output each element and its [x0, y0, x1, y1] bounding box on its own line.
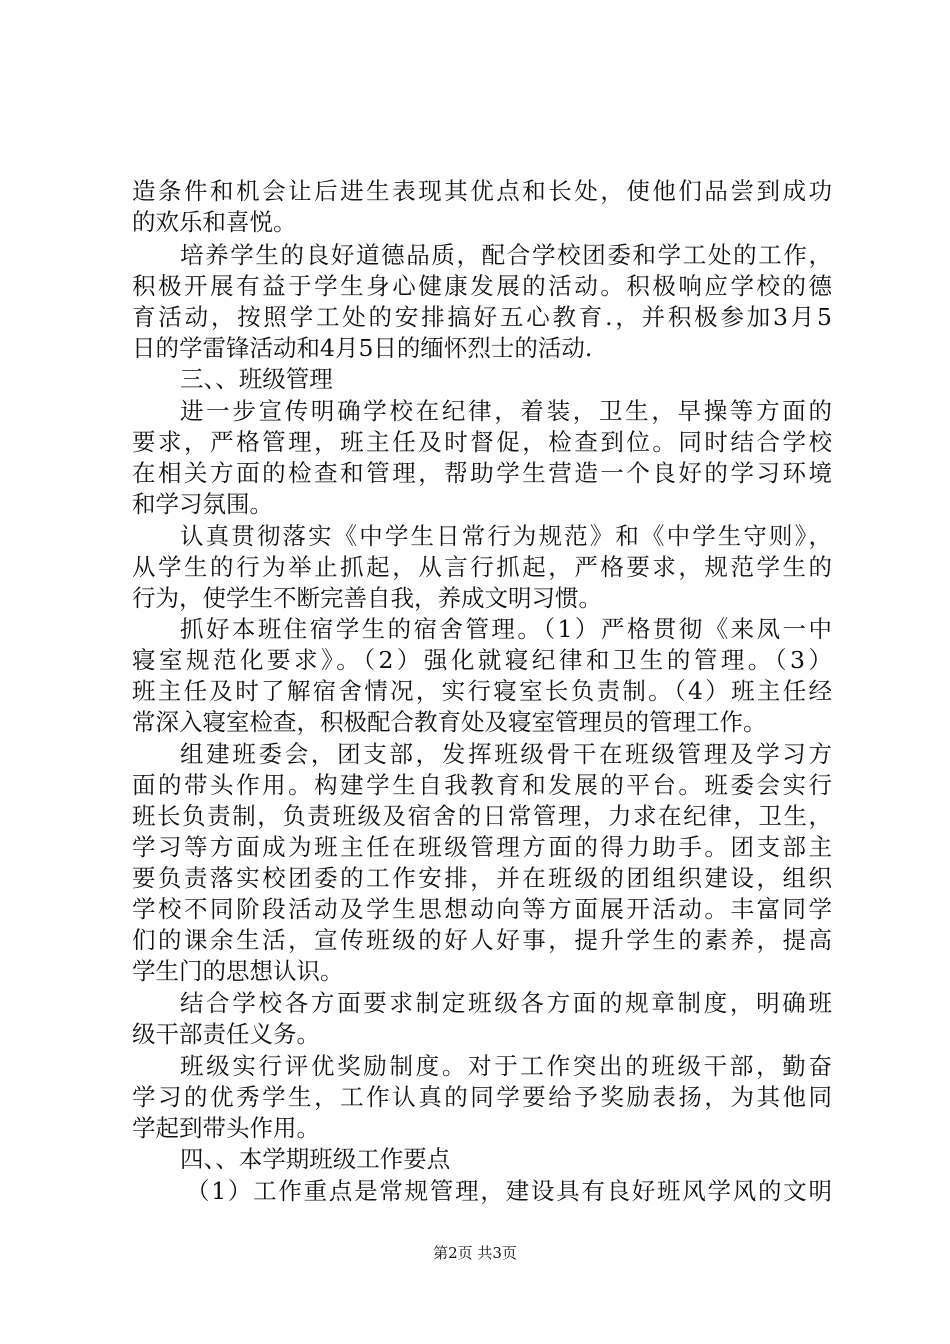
text-line: 学习等方面成为班主任在班级管理方面的得力助手。团支部主 [132, 833, 832, 861]
section-heading: 四、、本学期班级工作要点 [180, 1145, 451, 1173]
text-line: 学起到带头作用。 [132, 1114, 320, 1142]
text-line: 们的课余生活，宣传班级的好人好事，提升学生的素养，提高 [132, 926, 832, 954]
text-line: 的欢乐和喜悦。 [132, 208, 297, 236]
text-line: 面的带头作用。构建学生自我教育和发展的平台。班委会实行 [132, 771, 832, 799]
text-line: 在相关方面的检查和管理，帮助学生营造一个良好的学习环境 [132, 459, 832, 487]
text-line: 培养学生的良好道德品质，配合学校团委和学工处的工作， [180, 241, 832, 269]
text-line: 班级实行评优奖励制度。对于工作突出的班级干部，勤奋 [180, 1052, 832, 1080]
text-line: 学习的优秀学生，工作认真的同学要给予奖励表扬，为其他同 [132, 1083, 832, 1111]
text-line: 常深入寝室检查，积极配合教育处及寝室管理员的管理工作。 [132, 708, 767, 736]
text-line: 级干部责任义务。 [132, 1020, 320, 1048]
text-line: 组建班委会，团支部，发挥班级骨干在班级管理及学习方 [180, 740, 832, 768]
page-footer: 第2页 共3页 [433, 1244, 517, 1262]
text-line: 抓好本班住宿学生的宿舍管理。（1）严格贯彻《来凤一中 [180, 615, 832, 643]
text-line: 行为，使学生不断完善自我，养成文明习惯。 [132, 584, 602, 612]
text-line: 要求，严格管理，班主任及时督促，检查到位。同时结合学校 [132, 428, 832, 456]
text-line: 从学生的行为举止抓起，从言行抓起，严格要求，规范学生的 [132, 553, 832, 581]
text-line: 学生门的思想认识。 [132, 957, 344, 985]
text-line: 班长负责制，负责班级及宿舍的日常管理，力求在纪律，卫生， [132, 802, 832, 830]
text-line: 认真贯彻落实《中学生日常行为规范》和《中学生守则》， [180, 522, 832, 550]
text-line: 日的学雷锋活动和4月5日的缅怀烈士的活动. [132, 334, 593, 362]
text-line: 班主任及时了解宿舍情况，实行寝室长负责制。（4）班主任经 [132, 677, 832, 705]
text-line: 要负责落实校团委的工作安排，并在班级的团组织建设，组织 [132, 864, 832, 892]
text-line: （1）工作重点是常规管理，建设具有良好班风学风的文明 [186, 1177, 832, 1205]
text-line: 育活动，按照学工处的安排搞好五心教育.，并积极参加3月5 [132, 303, 832, 331]
text-line: 和学习氛围。 [132, 490, 273, 518]
text-line: 学校不同阶段活动及学生思想动向等方面展开活动。丰富同学 [132, 895, 832, 923]
text-line: 结合学校各方面要求制定班级各方面的规章制度，明确班 [180, 989, 832, 1017]
section-heading: 三、、班级管理 [180, 365, 333, 393]
text-line: 进一步宣传明确学校在纪律，着装，卫生，早操等方面的 [180, 397, 832, 425]
text-line: 寝室规范化要求》。（2）强化就寝纪律和卫生的管理。（3） [132, 646, 832, 674]
text-line: 造条件和机会让后进生表现其优点和长处，使他们品尝到成功 [132, 177, 832, 205]
text-line: 积极开展有益于学生身心健康发展的活动。积极响应学校的德 [132, 272, 832, 300]
